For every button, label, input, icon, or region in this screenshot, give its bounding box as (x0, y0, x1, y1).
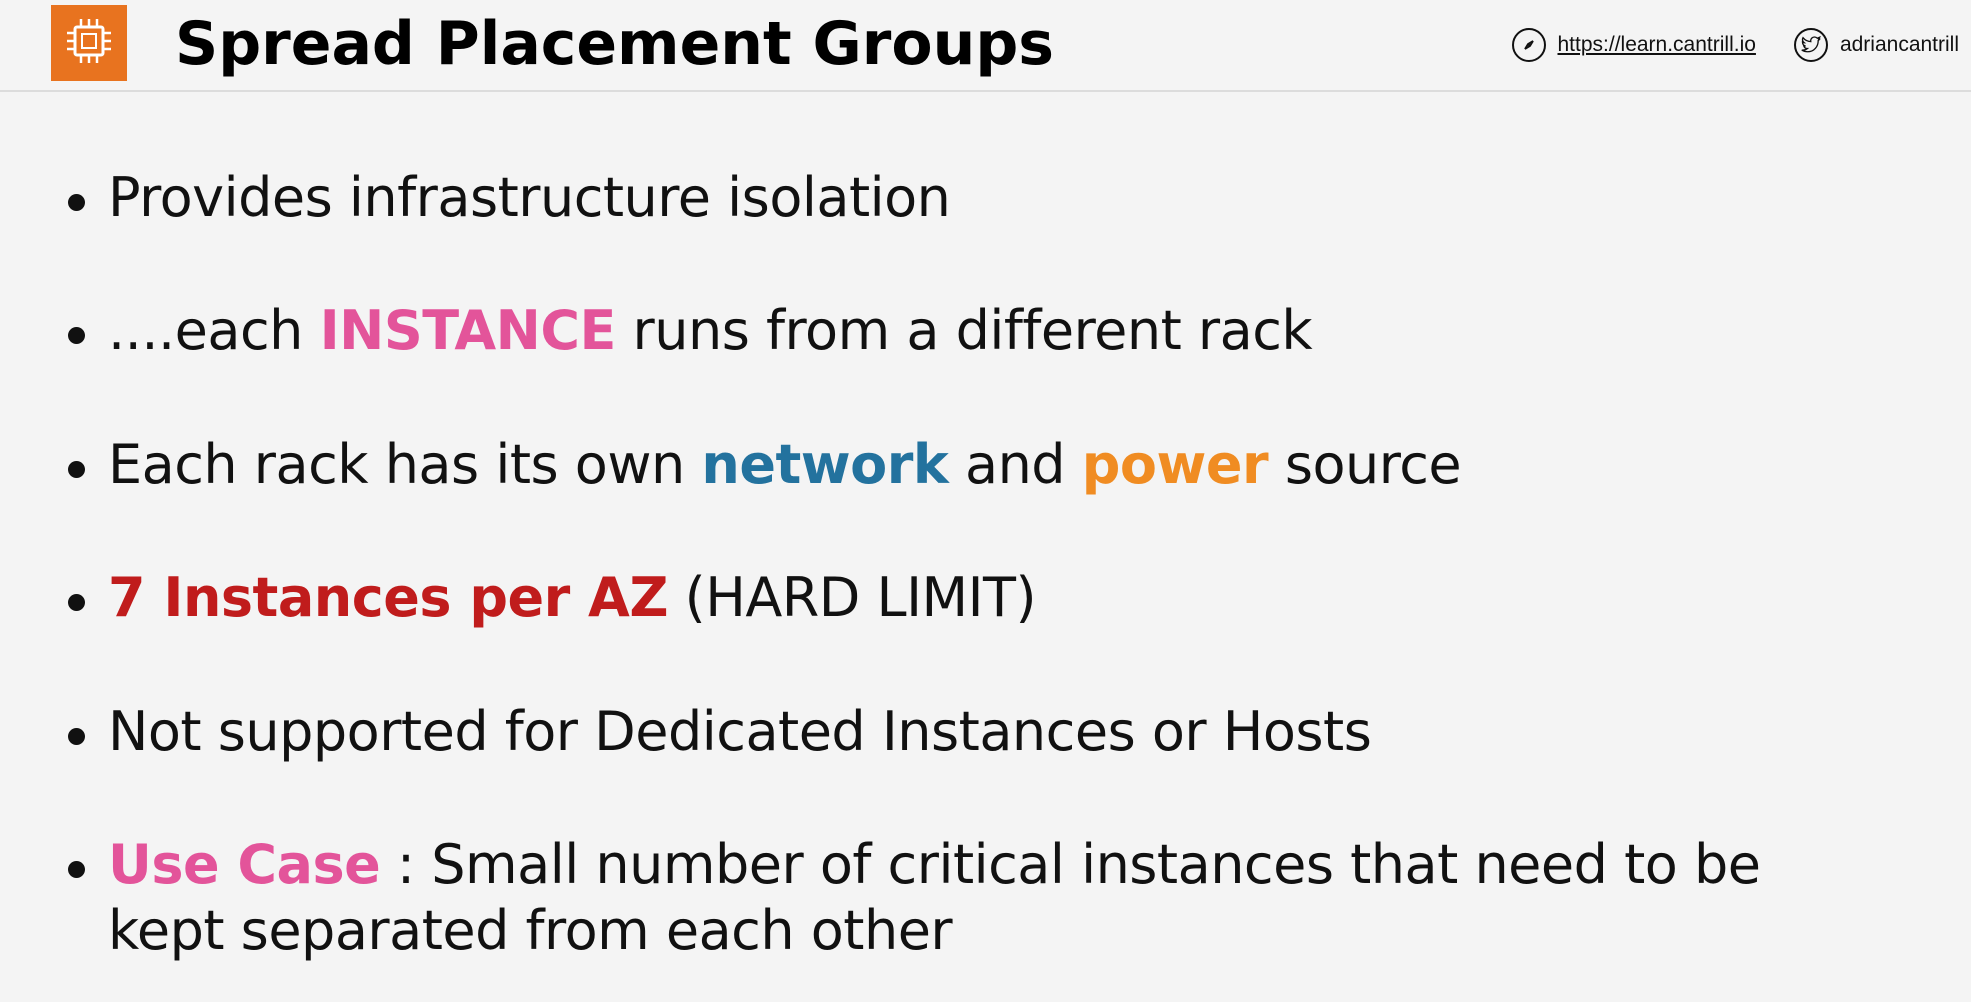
bullet-text-middle: and (948, 433, 1082, 496)
compass-icon (1512, 28, 1546, 62)
twitter-bird-icon (1794, 28, 1828, 62)
bullet-text-suffix: runs from a different rack (615, 299, 1313, 362)
bullet-hard-limit (64, 565, 1036, 631)
bullet-text-prefix: Each rack has its own (108, 433, 702, 496)
highlight-network: network (701, 433, 949, 496)
bullet-text-suffix: source (1268, 433, 1462, 496)
bullet-text-prefix: ....each (108, 299, 320, 362)
bullet-instance-rack (64, 298, 1312, 364)
twitter-link[interactable] (1794, 28, 1959, 62)
bullet-not-supported (64, 699, 1371, 765)
website-link[interactable] (1512, 28, 1756, 62)
highlight-instance: INSTANCE (319, 299, 616, 362)
bullet-text: Not supported for Dedicated Instances or Hosts (108, 700, 1372, 763)
slide-title: Spread Placement Groups (175, 9, 1054, 79)
highlight-power: power (1081, 433, 1269, 496)
aws-ec2-logo (51, 5, 127, 81)
bullet-infrastructure-isolation (64, 165, 950, 231)
slide-header (0, 0, 1971, 92)
website-url[interactable]: https://learn.cantrill.io (1557, 33, 1756, 56)
aws-ec2-chip-icon (63, 15, 115, 71)
highlight-use-case: Use Case (108, 833, 381, 896)
header-links (1512, 26, 1960, 64)
bullet-text: Provides infrastructure isolation (108, 166, 951, 229)
highlight-instance-limit: 7 Instances per AZ (108, 566, 668, 629)
bullet-text-suffix: : Small number of critical instances that need to be kept separated from each other (108, 833, 1761, 962)
twitter-handle[interactable]: adriancantrill (1839, 33, 1959, 56)
bullet-use-case (64, 832, 1868, 964)
bullet-network-power (64, 432, 1461, 498)
bullet-text-suffix: (HARD LIMIT) (667, 566, 1037, 629)
